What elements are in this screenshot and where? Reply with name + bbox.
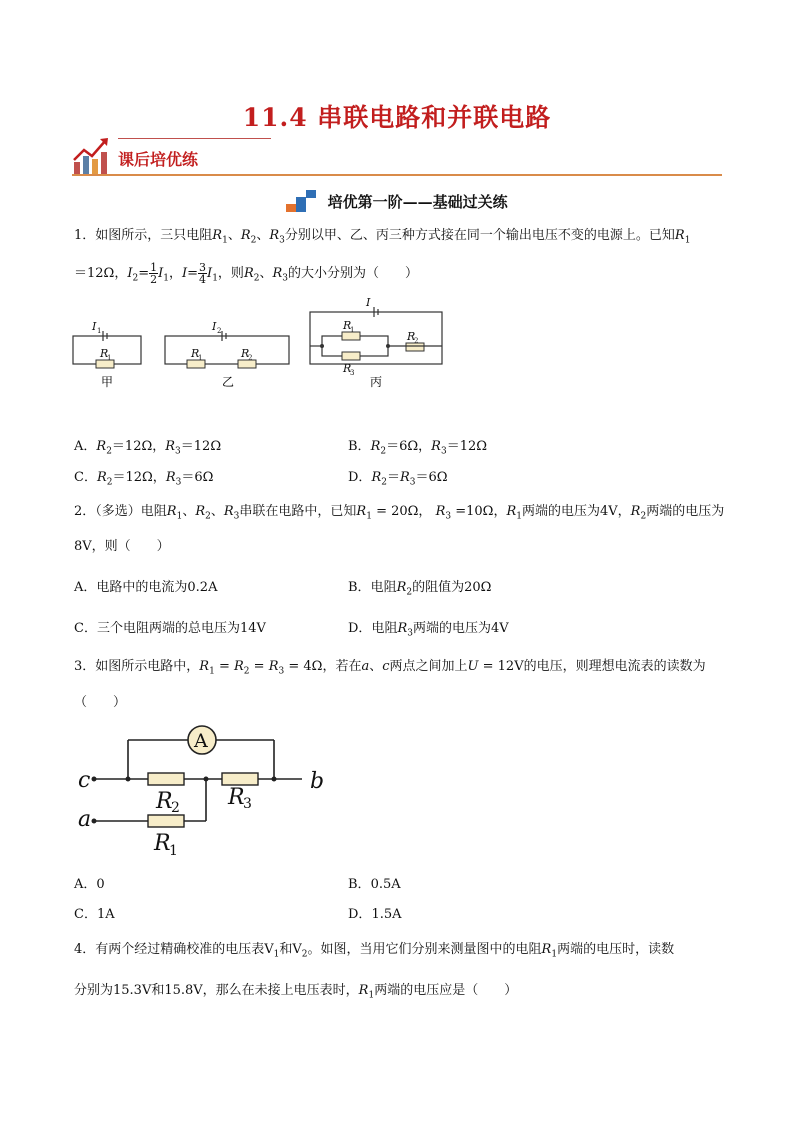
q1-line2: ＝12Ω，$I_2=$ $\frac{1}{2}$ $I_1$，I= $\frac{3}{4}$ $I_1$，则$R_2$、$R_3$的大小分别为（ ） [74, 261, 419, 286]
svg-text:R: R [154, 831, 171, 856]
svg-text:R: R [228, 785, 245, 810]
label-bing: 丙 [370, 375, 383, 389]
q4-line1: 4．有两个经过精确校准的电压表$V_1$和$V_2$。如图，当用它们分别来测量图中的电阻$R_1$两端的电压时，读数 [74, 942, 675, 960]
q4-line2: 分别为15.3V和15.8V，那么在未接上电压表时，$R_1$两端的电压应是（ ） [74, 983, 518, 1001]
svg-text:I: I [212, 320, 217, 333]
svg-text:3: 3 [350, 369, 355, 377]
svg-text:R: R [191, 347, 200, 360]
q1-option-a[interactable]: A．$R_2=12\Omega$，$R_3=12\Omega$ [74, 439, 222, 457]
svg-text:c: c [78, 768, 91, 793]
q1-circuit-figure [70, 296, 450, 396]
svg-text:1: 1 [107, 354, 112, 362]
svg-text:1: 1 [169, 843, 178, 859]
q3-option-b[interactable]: B．0.5A [348, 877, 401, 892]
svg-text:2: 2 [248, 354, 253, 362]
svg-text:1: 1 [97, 327, 102, 335]
svg-text:2: 2 [171, 800, 180, 816]
label-jia: 甲 [101, 375, 114, 389]
svg-text:3: 3 [243, 796, 252, 812]
svg-text:2: 2 [217, 327, 222, 335]
label-yi: 乙 [222, 375, 235, 389]
q1-option-c[interactable]: C．$R_2=12\Omega$，$R_3=6\Omega$ [74, 470, 214, 488]
svg-text:R: R [343, 362, 352, 375]
svg-text:R: R [100, 347, 109, 360]
q2-option-b[interactable]: B．电阻$R_2$的阻值为20Ω [348, 580, 492, 598]
section-banner [72, 134, 722, 178]
svg-text:R: R [343, 319, 352, 332]
q3-line1: 3．如图所示电路中，$R_1 = R_2 = R_3 = 4\Omega$，若在a、c两点之间加上U = 12V的电压，则理想电流表的读数为 [74, 659, 706, 677]
q3-option-c[interactable]: C．1A [74, 907, 115, 922]
q3-option-d[interactable]: D．1.5A [348, 907, 402, 922]
svg-text:A: A [194, 730, 208, 752]
section-heading [0, 190, 794, 212]
q2-option-c[interactable]: C．三个电阻两端的总电压为14V [74, 621, 266, 636]
page-title: 11.4 串联电路和并联电路 [242, 103, 552, 132]
svg-text:1: 1 [350, 326, 355, 334]
banner-label: 课后培优练 [118, 150, 199, 169]
svg-text:R: R [156, 789, 173, 814]
q2-line1: 2．（多选）电阻$R_1$、$R_2$、$R_3$串联在电路中，已知$R_1 = 20\Omega$， $R_3 =10\Omega$，$R_1$两端的电压为4V，$R_2$两端的电压为 [74, 504, 725, 522]
q1-line1: 1．如图所示，三只电阻$R_1$、$R_2$、$R_3$分别以甲、乙、丙三种方式接在同一个输出电压不变的电源上。已知$R_1$ [74, 228, 691, 246]
q2-line2: 8V，则（ ） [74, 539, 170, 554]
svg-text:I: I [92, 320, 97, 333]
q2-option-a[interactable]: A．电路中的电流为0.2A [74, 580, 218, 595]
q3-circuit-figure [72, 722, 332, 862]
q2-option-d[interactable]: D．电阻$R_3$两端的电压为4V [348, 621, 509, 639]
svg-text:R: R [241, 347, 250, 360]
svg-text:I: I [366, 296, 371, 309]
chart-trend-icon [72, 136, 112, 176]
svg-text:2: 2 [414, 337, 419, 345]
svg-text:b: b [310, 769, 325, 794]
svg-text:a: a [78, 807, 92, 832]
svg-text:R: R [407, 330, 416, 343]
svg-text:1: 1 [198, 354, 203, 362]
stairs-icon [286, 190, 316, 212]
q1-option-d[interactable]: D．$R_2=R_3=6\Omega$ [348, 470, 448, 488]
section-label: 培优第一阶——基础过关练 [327, 192, 508, 211]
q3-option-a[interactable]: A．0 [74, 877, 105, 892]
q1-option-b[interactable]: B．$R_2=6\Omega$，$R_3=12\Omega$ [348, 439, 488, 457]
q3-line2: （ ） [74, 695, 127, 710]
